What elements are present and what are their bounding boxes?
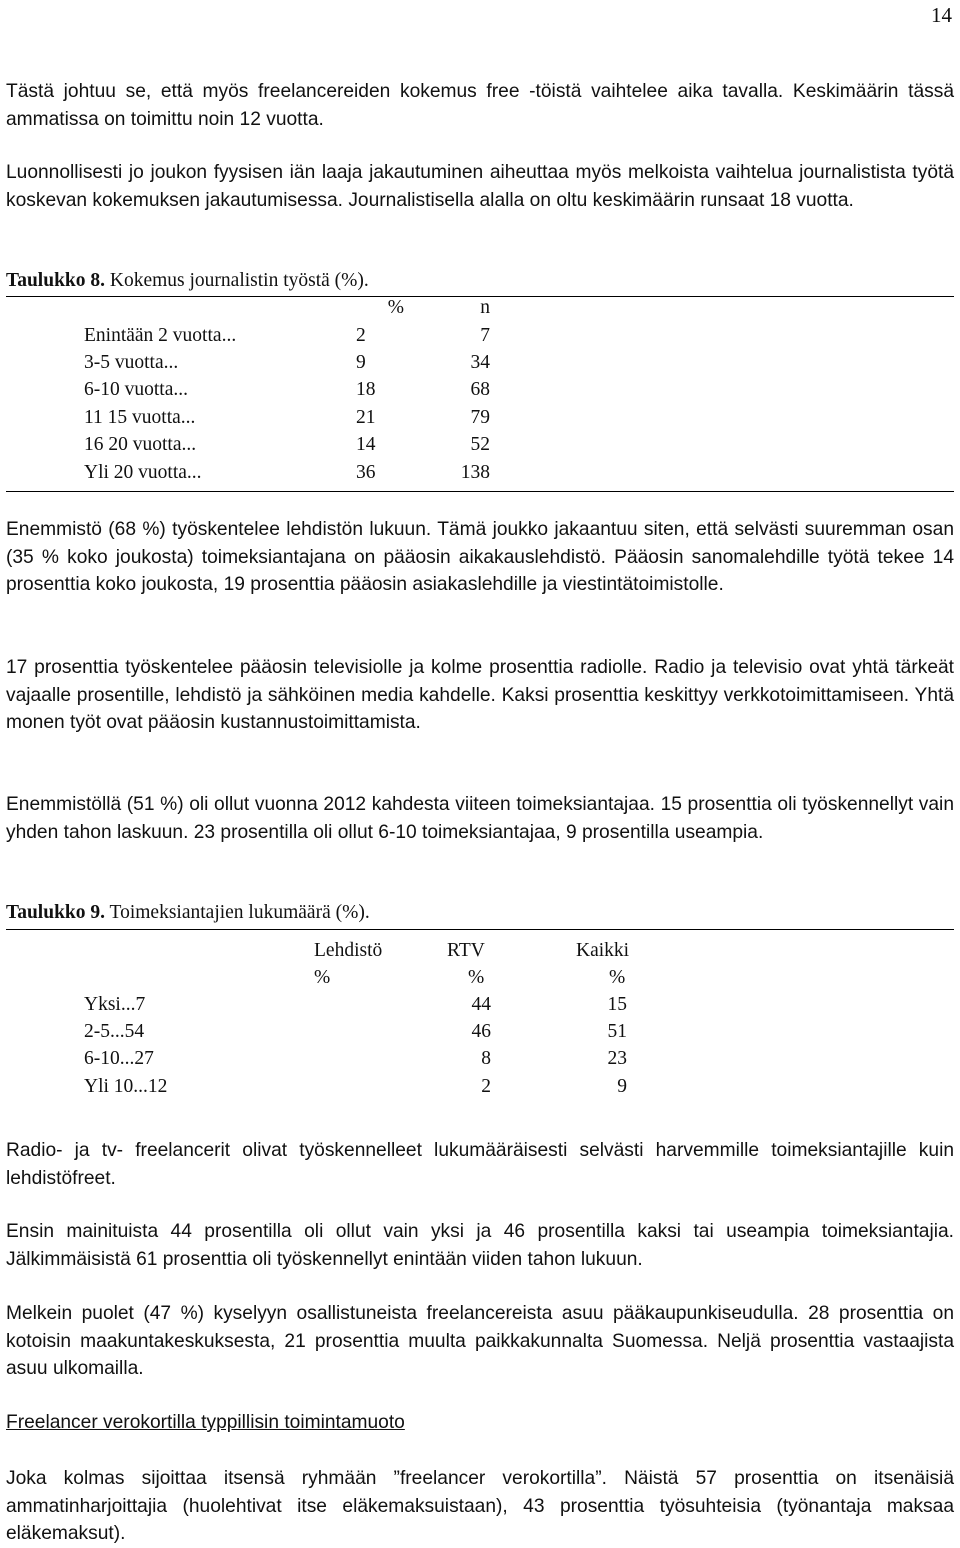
table8-row-n: 34 [470, 352, 490, 373]
table8-row-pct: 9 [356, 352, 366, 373]
paragraph-press-majority: Enemmistö (68 %) työskentelee lehdistön lukuun. Tämä joukko jakaantuu siten, että selvästi suuremman osan (35 % koko joukosta) toimeksiantajana on pääosin aikakauslehdistö. Pääosin sanomalehdille työtä tekee 14 prosenttia koko joukosta, 19 prosenttia pääosin asiakaslehdille ja viestintätoimistolle. [6, 519, 954, 595]
paragraph-residence: Melkein puolet (47 %) kyselyyn osallistuneista freelancereista asuu pääkaupunkiseudulla. 28 prosenttia on kotoisin maakuntakeskuksesta, 21 prosenttia muulta paikkakunnalta Suomessa. Neljä prosenttia vastaajista asuu ulkomailla. [6, 1303, 954, 1379]
paragraph-experience-variation: Tästä johtuu se, että myös freelancereiden kokemus free -töistä vaihtelee aika tavalla. Keskimäärin tässä ammatissa on toimittu noin 12 vuotta. [6, 81, 954, 130]
paragraph-tax-card: Joka kolmas sijoittaa itsensä ryhmään ”freelancer verokortilla”. Näistä 57 prosenttia on itsenäisiä ammatinharjoittajia (huolehtivat itse eläkemaksuistaan), 43 prosenttia työsuhteisia (työnantaja maksaa eläkemaksut). [6, 1468, 954, 1544]
paragraph-age-distribution: Luonnollisesti jo joukon fyysisen iän laaja jakautuminen aiheuttaa myös melkoista vaihtelua journalistista työtä koskevan kokemuksen jakautumisessa. Journalistisella alalla on oltu keskimäärin runsaat 18 vuotta. [6, 162, 954, 211]
table8-caption [6, 270, 954, 297]
page-number: 14 [931, 3, 952, 27]
table9-label: Taulukko 9. [6, 902, 106, 923]
table9-row-rtv: 44 [471, 994, 491, 1015]
table8-label: Taulukko 8. [6, 270, 106, 291]
table8-row-n: 7 [480, 325, 490, 346]
table9-caption [6, 902, 954, 930]
table8-col-n: n [480, 297, 490, 318]
table9-unit: % [609, 967, 626, 988]
table9-col-lehdisto: Lehdistö [314, 940, 383, 961]
table8-row-pct: 21 [356, 407, 376, 428]
table9-row-kaikki: 23 [607, 1048, 627, 1069]
table8-row-pct: 18 [356, 379, 376, 400]
table8-bottom-rule [6, 491, 954, 492]
table8-row-label: 16 20 vuotta... [84, 434, 197, 455]
table9-row-rtv: 8 [481, 1048, 491, 1069]
table8-row-label: 3-5 vuotta... [84, 352, 179, 373]
table8-title: Kokemus journalistin työstä (%). [109, 270, 369, 291]
table8-row-pct: 36 [356, 462, 376, 483]
table9-row-kaikki: 15 [607, 994, 627, 1015]
table9-row-label: 2-5...54 [84, 1021, 145, 1042]
table9-row-label: 6-10...27 [84, 1048, 154, 1069]
table8-row-label: 11 15 vuotta... [84, 407, 196, 428]
table9-row-label: Yli 10...12 [84, 1076, 168, 1097]
paragraph-first-mentioned: Ensin mainituista 44 prosentilla oli ollut vain yksi ja 46 prosentilla kaksi tai useampia toimeksiantajia. Jälkimmäisistä 61 prosenttia oli työskennellyt enintään viiden tahon lukuun. [6, 1221, 954, 1270]
table9-unit: % [314, 967, 331, 988]
table9-row-kaikki: 9 [617, 1076, 627, 1097]
table8-row-n: 138 [460, 462, 490, 483]
table9-unit: % [468, 967, 485, 988]
table8-row-n: 52 [470, 434, 490, 455]
paragraph-radio-tv-clients: Radio- ja tv- freelancerit olivat työskennelleet lukumääräisesti selvästi harvemmille toimeksiantajille kuin lehdistöfreet. [6, 1140, 954, 1189]
table9-row-label: Yksi...7 [84, 994, 146, 1015]
table8-row-pct: 14 [356, 434, 376, 455]
table8-row-label: Yli 20 vuotta... [84, 462, 202, 483]
paragraph-tv-radio: 17 prosenttia työskentelee pääosin televisiolle ja kolme prosenttia radiolle. Radio ja televisio ovat yhtä tärkeät vajaalle prosentille, lehdistö ja sähköinen media kahdelle. Kaksi prosenttia keskittyy verkkotoimittamiseen. Yhtä monen työt ovat pääosin kustannustoimittamista. [6, 657, 954, 733]
table8-row-n: 79 [470, 407, 490, 428]
table9-row-kaikki: 51 [607, 1021, 627, 1042]
table9-title: Toimeksiantajien lukumäärä (%). [109, 902, 370, 923]
table9-row-rtv: 2 [481, 1076, 491, 1097]
table8-col-pct: % [387, 297, 404, 318]
table9-row-rtv: 46 [471, 1021, 491, 1042]
paragraph-clients-count: Enemmistöllä (51 %) oli ollut vuonna 2012 kahdesta viiteen toimeksiantajaa. 15 prosenttia oli työskennellyt vain yhden tahon laskuun. 23 prosentilla oli ollut 6-10 toimeksiantajaa, 9 prosentilla useampia. [6, 794, 954, 843]
table8-row-label: Enintään 2 vuotta... [84, 325, 237, 346]
table9-col-kaikki: Kaikki [576, 940, 630, 961]
table9-col-rtv: RTV [447, 940, 485, 961]
section-heading: Freelancer verokortilla typpillisin toimintamuoto [6, 1412, 405, 1433]
table8-row-label: 6-10 vuotta... [84, 379, 188, 400]
table8-row-n: 68 [470, 379, 490, 400]
table8-row-pct: 2 [356, 325, 366, 346]
